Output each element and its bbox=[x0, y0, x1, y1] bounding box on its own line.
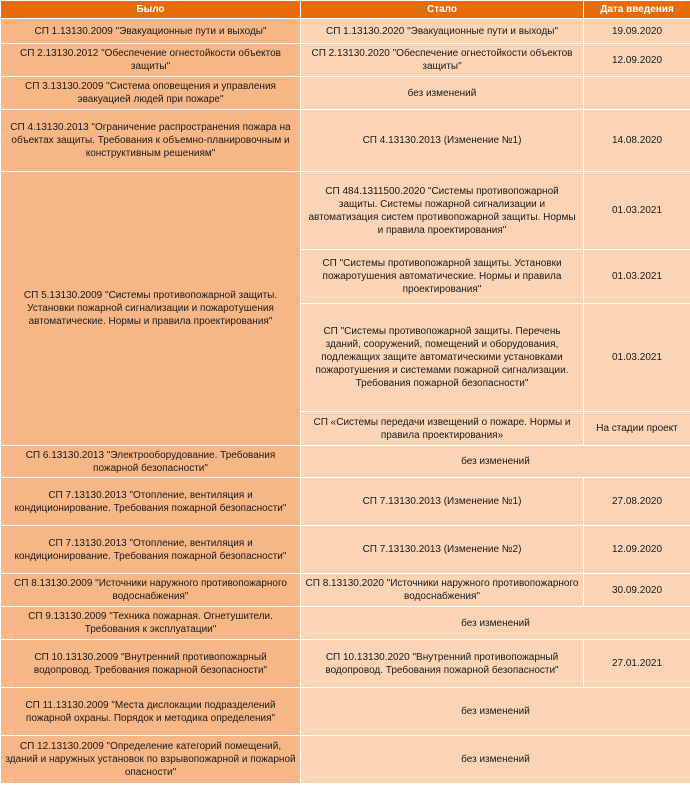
cell-date bbox=[584, 77, 690, 110]
cell-was: СП 10.13130.2009 "Внутренний противопожарный водопровод. Требования пожарной безопасности" bbox=[1, 640, 301, 688]
cell-no-changes: без изменений bbox=[301, 446, 690, 478]
cell-became: СП 7.13130.2013 (Изменение №1) bbox=[301, 478, 584, 526]
cell-date: 01.03.2021 bbox=[584, 304, 690, 412]
cell-date: 27.01.2021 bbox=[584, 640, 690, 688]
cell-no-changes: без изменений bbox=[301, 688, 690, 736]
cell-became: СП 7.13130.2013 (Изменение №2) bbox=[301, 526, 584, 574]
cell-date: 30.09.2020 bbox=[584, 574, 690, 607]
header-was: Было bbox=[1, 1, 301, 19]
cell-became: СП "Системы противопожарной защиты. Установки пожаротушения автоматические. Нормы и правила проектирования" bbox=[301, 250, 584, 304]
cell-date: 12.09.2020 bbox=[584, 44, 690, 77]
cell-became: СП «Системы передачи извещений о пожаре. Нормы и правила проектирования» bbox=[301, 412, 584, 446]
header-became: Стало bbox=[301, 1, 584, 19]
table-row bbox=[1, 688, 690, 736]
table-row bbox=[1, 19, 690, 44]
cell-was: СП 12.13130.2009 "Определение категорий помещений, зданий и наружных установок по взрывопожарной и пожарной опасности" bbox=[1, 736, 301, 784]
cell-was: СП 9.13130.2009 "Техника пожарная. Огнетушители. Требования к эксплуатации" bbox=[1, 607, 301, 640]
cell-date: 01.03.2021 bbox=[584, 172, 690, 250]
cell-date: 19.09.2020 bbox=[584, 19, 690, 44]
cell-became: СП 10.13130.2020 "Внутренний противопожарный водопровод. Требования пожарной безопасности" bbox=[301, 640, 584, 688]
cell-no-changes: без изменений bbox=[301, 736, 690, 784]
cell-was: СП 5.13130.2009 "Системы противопожарной защиты. Установки пожарной сигнализации и пожаротушения автоматические. Нормы и правила проектирования" bbox=[1, 172, 301, 446]
table-row bbox=[1, 77, 690, 110]
cell-became: СП "Системы противопожарной защиты. Перечень зданий, сооружений, помещений и оборудования, подлежащих защите автоматическими установками пожаротушения и системами пожарной сигнализации. Требования пожарной безопасности" bbox=[301, 304, 584, 412]
cell-became: СП 4.13130.2013 (Изменение №1) bbox=[301, 110, 584, 172]
table-row bbox=[1, 736, 690, 784]
cell-was: СП 7.13130.2013 "Отопление, вентиляция и кондиционирование. Требования пожарной безопасности" bbox=[1, 478, 301, 526]
cell-no-changes: без изменений bbox=[301, 607, 690, 640]
cell-became: СП 484.1311500.2020 "Системы противопожарной защиты. Системы пожарной сигнализации и автоматизация систем противопожарной защиты. Нормы и правила проектирования" bbox=[301, 172, 584, 250]
cell-was: СП 4.13130.2013 "Ограничение распространения пожара на объектах защиты. Требования к объемно-планировочным и конструктивным решениям" bbox=[1, 110, 301, 172]
cell-became: без изменений bbox=[301, 77, 584, 110]
cell-was: СП 7.13130.2013 "Отопление, вентиляция и кондиционирование. Требования пожарной безопасности" bbox=[1, 526, 301, 574]
cell-date: 01.03.2021 bbox=[584, 250, 690, 304]
cell-date: 27.08.2020 bbox=[584, 478, 690, 526]
table-row bbox=[1, 110, 690, 172]
cell-was: СП 6.13130.2013 "Электрооборудование. Требования пожарной безопасности" bbox=[1, 446, 301, 478]
table-row bbox=[1, 446, 690, 478]
cell-was: СП 2.13130.2012 "Обеспечение огнестойкости объектов защиты" bbox=[1, 44, 301, 77]
table-row bbox=[1, 478, 690, 526]
cell-was: СП 1.13130.2009 "Эвакуационные пути и выходы" bbox=[1, 19, 301, 44]
cell-became: СП 2.13130.2020 "Обеспечение огнестойкости объектов защиты" bbox=[301, 44, 584, 77]
table-row bbox=[1, 44, 690, 77]
table-row bbox=[1, 172, 690, 250]
table-row bbox=[1, 526, 690, 574]
cell-date: 14.08.2020 bbox=[584, 110, 690, 172]
header-row bbox=[1, 1, 690, 19]
cell-was: СП 3.13130.2009 "Система оповещения и управления эвакуацией людей при пожаре" bbox=[1, 77, 301, 110]
cell-became: СП 8.13130.2020 "Источники наружного противопожарного водоснабжения" bbox=[301, 574, 584, 607]
table-row bbox=[1, 607, 690, 640]
cell-became: СП 1.13130.2020 "Эвакуационные пути и выходы" bbox=[301, 19, 584, 44]
cell-was: СП 8.13130.2009 "Источники наружного противопожарного водоснабжения" bbox=[1, 574, 301, 607]
header-date: Дата введения bbox=[584, 1, 690, 19]
cell-date: 12.09.2020 bbox=[584, 526, 690, 574]
cell-was: СП 11.13130.2009 "Места дислокации подразделений пожарной охраны. Порядок и методика определения" bbox=[1, 688, 301, 736]
table-row bbox=[1, 640, 690, 688]
cell-date: На стадии проект bbox=[584, 412, 690, 446]
table-row bbox=[1, 574, 690, 607]
